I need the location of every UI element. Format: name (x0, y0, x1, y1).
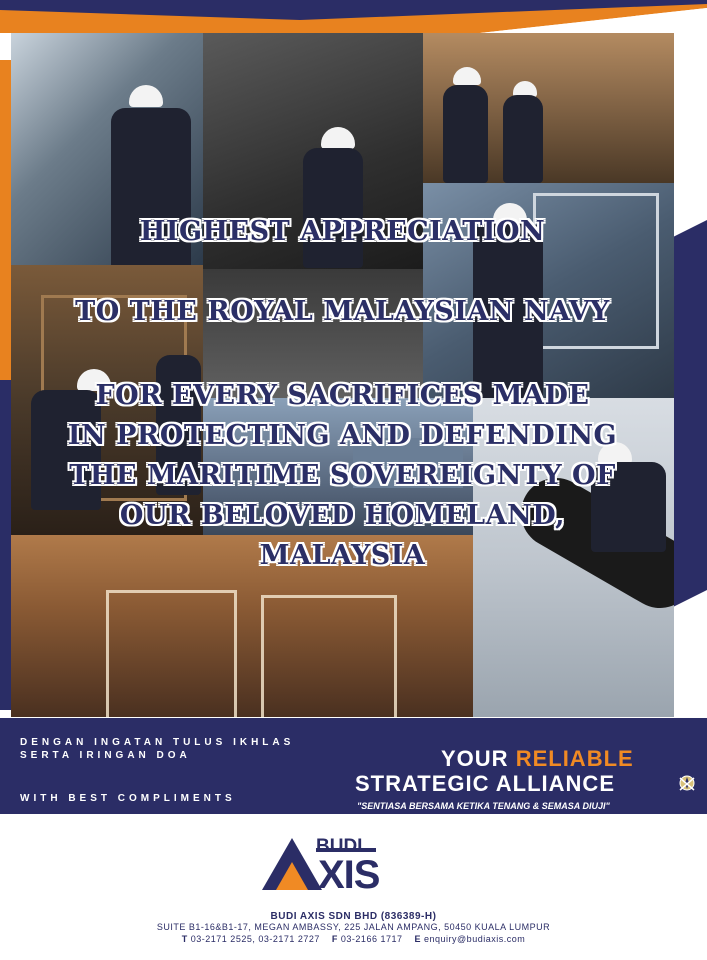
greeting-line2: SERTA IRINGAN DOA (20, 750, 191, 761)
company-address: SUITE B1-16&B1-17, MEGAN AMBASSY, 225 JALAN AMPANG, 50450 KUALA LUMPUR (156, 922, 551, 932)
navy-crest-icon (678, 774, 696, 794)
photo-collage (11, 33, 674, 717)
company-name: BUDI AXIS SDN BHD (836389-H) (270, 911, 437, 922)
greeting-text (20, 736, 294, 762)
logo-word-axis: XIS (318, 853, 380, 897)
motto-text: "SENTIASA BERSAMA KETIKA TENANG & SEMASA DIUJI" (357, 801, 610, 811)
tagline-line1 (441, 746, 634, 772)
headline-message-line5: MALAYSIA (259, 540, 426, 571)
email-label: E (414, 934, 422, 944)
company-contact (0, 934, 707, 944)
email-address[interactable]: enquiry@budiaxis.com (424, 934, 526, 944)
tagline-reliable: RELIABLE (515, 746, 634, 771)
headline-royal-navy: TO THE ROYAL MALAYSIAN NAVY (75, 296, 610, 327)
fax-number: 03-2166 1717 (340, 934, 403, 944)
tel-label: T (181, 934, 188, 944)
headline-highest-appreciation: HIGHEST APPRECIATION (139, 216, 546, 247)
headline-message-line2: IN PROTECTING AND DEFENDING (67, 420, 618, 451)
tagline-your: YOUR (441, 746, 509, 771)
fax-label: F (331, 934, 338, 944)
tel-number: 03-2171 2525, 03-2171 2727 (190, 934, 320, 944)
logo-word-budi: BUDI (316, 836, 363, 857)
headline-message-line1: FOR EVERY SACRIFICES MADE (95, 380, 590, 411)
tagline-line2: STRATEGIC ALLIANCE (355, 771, 615, 796)
compliments-text: WITH BEST COMPLIMENTS (20, 793, 236, 804)
greeting-line1: DENGAN INGATAN TULUS IKHLAS (20, 737, 295, 748)
headline-message-line4: OUR BELOVED HOMELAND, (119, 500, 566, 531)
photo-ship-deck (423, 33, 674, 183)
headline-message (11, 376, 674, 576)
headline-message-line3: THE MARITIME SOVEREIGNTY OF (69, 460, 616, 491)
